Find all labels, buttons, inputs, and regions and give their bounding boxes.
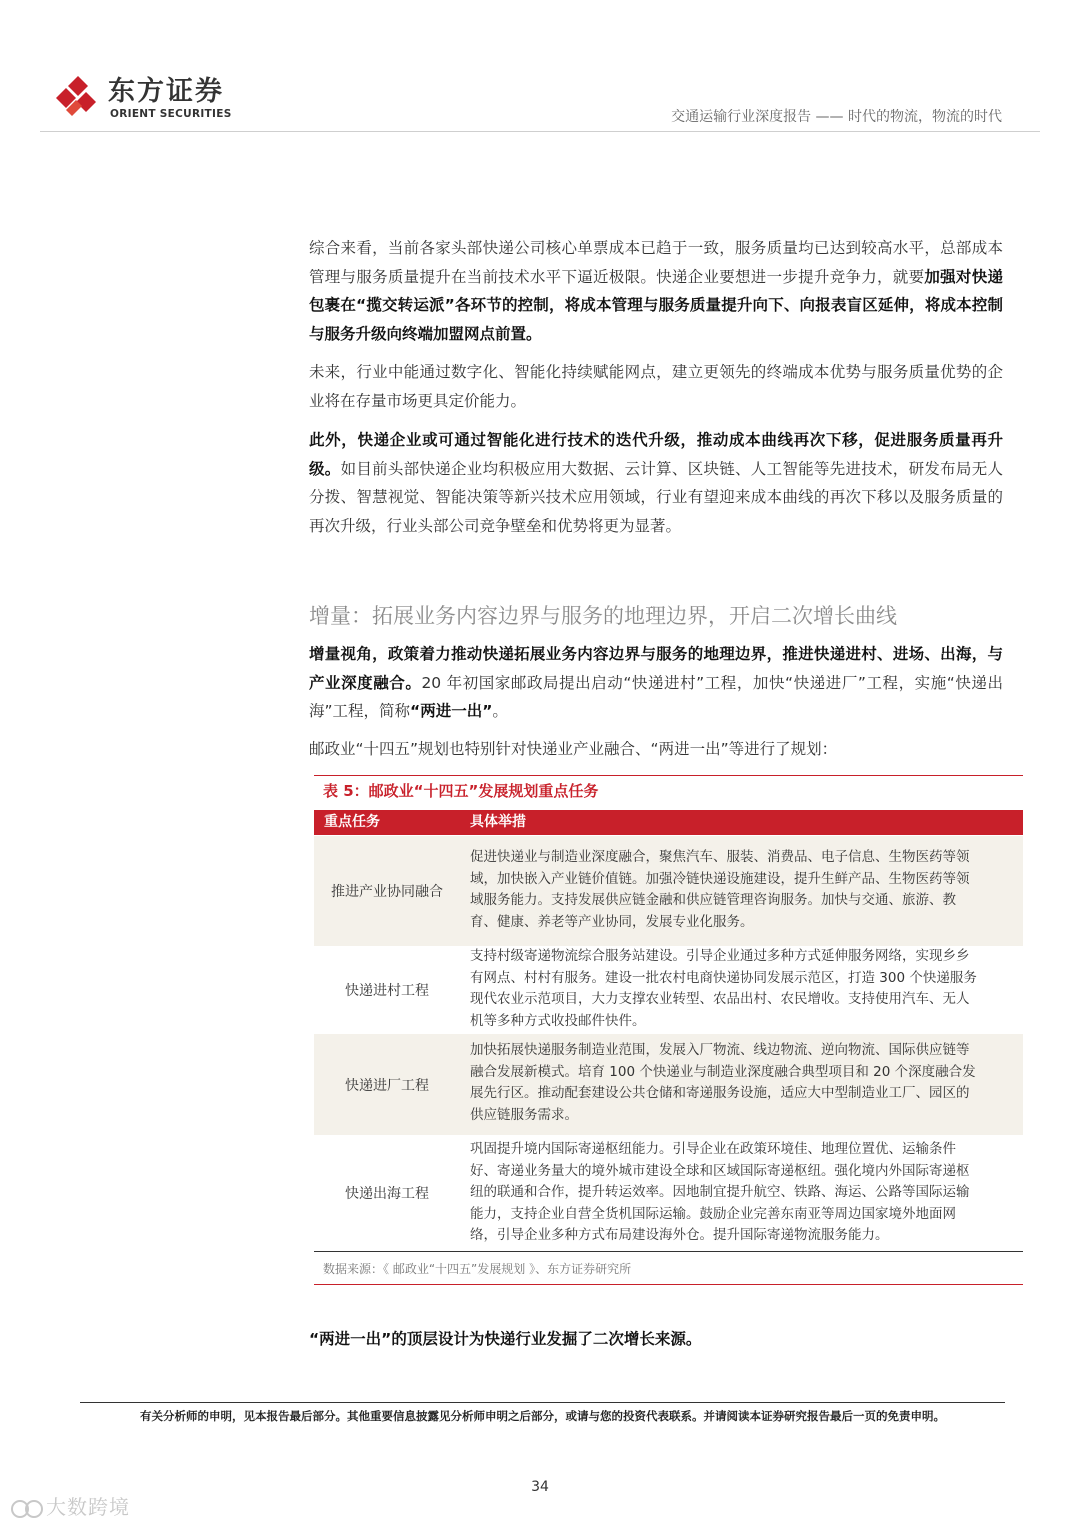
table-row: [314, 1135, 1023, 1251]
table-header-task: 重点任务: [324, 814, 380, 830]
row-measures: 加快拓展快递服务制造业范围，发展入厂物流、线边物流、逆向物流、国际供应链等 融合发展新模式。培育 100 个快递业与制造业深度融合典型项目和 20 个深度融合发 展先行区。推动配套建设公共仓储和寄递服务设施，适应大中型制造业工厂、园区的 供应链服务需求。: [470, 1042, 976, 1123]
table-bottom-rule: [314, 1251, 1023, 1252]
watermark: [10, 1493, 130, 1521]
section-heading: 增量：拓展业务内容边界与服务的地理边界，开启二次增长曲线: [309, 604, 897, 628]
footer-divider: [80, 1402, 1005, 1403]
paragraph-plan: 邮政业“十四五”规划也特别针对快递业产业融合、“两进一出”等进行了规划：: [309, 740, 838, 758]
row-measures: 巩固提升境内国际寄递枢纽能力。引导企业在政策环境佳、地理位置优、运输条件 好、寄递业务量大的境外城市建设全球和区域国际寄递枢纽。强化境内外国际寄递枢 纽的联通和合作，提升转运效率。因地制宜提升航空、铁路、海运、公路等国际运输 能力，支持企业自营全货机国际运输。鼓励企业完善东南亚等周边国家境外地面网 络，引导企业多种方式布局建设海外仓。提升国际寄递物流服务能力。: [470, 1141, 970, 1243]
row-task: 快递进村工程: [345, 983, 429, 999]
table-header: [314, 810, 1023, 835]
paragraph-increment: 增量视角，政策着力推动快递拓展业务内容边界与服务的地理边界，推进快递进村、进场、出海，与产业深度融合。20 年初国家邮政局提出启动“快递进村”工程，加快“快递进厂”工程，实施“快递出海”工程，简称“两进一出”。: [309, 645, 1003, 720]
watermark-text: 大数跨境: [46, 1495, 130, 1519]
report-title: 交通运输行业深度报告 —— 时代的物流，物流的时代: [671, 109, 1002, 125]
logo-english-name: ORIENT SECURITIES: [110, 108, 232, 120]
paragraph-future: 未来，行业中能通过数字化、智能化持续赋能网点，建立更领先的终端成本优势与服务质量优势的企业将在存量市场更具定价能力。: [309, 363, 1003, 410]
row-task: 推进产业协同融合: [331, 884, 443, 900]
watermark-logo-icon: [10, 1497, 46, 1521]
row-task: 快递进厂工程: [345, 1077, 429, 1094]
orient-securities-logo-icon: [50, 76, 100, 120]
page-number: 34: [531, 1479, 549, 1495]
table-row: [314, 946, 1023, 1034]
table-row: [314, 1034, 1023, 1135]
table-source: 数据来源：《 邮政业“十四五”发展规划 》、东方证券研究所: [323, 1262, 632, 1276]
footer-disclaimer: 有关分析师的申明，见本报告最后部分。其他重要信息披露见分析师申明之后部分，或请与您的投资代表联系。并请阅读本证券研究报告最后一页的免责申明。: [140, 1409, 945, 1423]
table-header-measures: 具体举措: [470, 814, 526, 830]
row-measures: 支持村级寄递物流综合服务站建设。引导企业通过多种方式延伸服务网络，实现乡乡 有网点、村村有服务。建设一批农村电商快递协同发展示范区，打造 300 个快递服务 现代农业示范项目，大力支撑农业转型、农品出村、农民增收。支持使用汽车、无人 机等多种方式收投邮件快件。: [470, 948, 977, 1029]
conclusion-text: “两进一出”的顶层设计为快递行业发掘了二次增长来源。: [309, 1330, 702, 1348]
row-measures: 促进快递业与制造业深度融合，聚焦汽车、服装、消费品、电子信息、生物医药等领 域，加快嵌入产业链价值链。加强冷链快递设施建设，提升生鲜产品、生物医药等领 域服务能力。支持发展供应链金融和供应链管理咨询服务。加快与交通、旅游、教 育、健康、养老等产业协同，发展专业化服务。: [470, 849, 970, 930]
table-row: [314, 836, 1023, 946]
table-end-rule: [314, 1284, 1023, 1285]
paragraph-summary: 综合来看，当前各家头部快递公司核心单票成本已趋于一致，服务质量均已达到较高水平，总部成本管理与服务质量提升在当前技术水平下逼近极限。快递企业要想进一步提升竞争力，就要加强对快递包裹在“揽交转运派”各环节的控制，将成本管理与服务质量提升向下、向报表盲区延伸，将成本控制与服务升级向终端加盟网点前置。: [309, 239, 1003, 343]
row-task: 快递出海工程: [345, 1186, 429, 1202]
header-divider: [40, 131, 1040, 132]
paragraph-technology: 此外，快递企业或可通过智能化进行技术的迭代升级，推动成本曲线再次下移，促进服务质量再升级。如目前头部快递企业均积极应用大数据、云计算、区块链、人工智能等先进技术，研发布局无人分拨、智慧视觉、智能决策等新兴技术应用领域，行业有望迎来成本曲线的再次下移以及服务质量的再次升级，行业头部公司竞争壁垒和优势将更为显著。: [309, 431, 1003, 535]
table-caption: 表 5：邮政业“十四五”发展规划重点任务: [323, 782, 599, 800]
table-top-rule: [314, 775, 1023, 776]
logo-chinese-name: 东方证券: [108, 76, 224, 107]
